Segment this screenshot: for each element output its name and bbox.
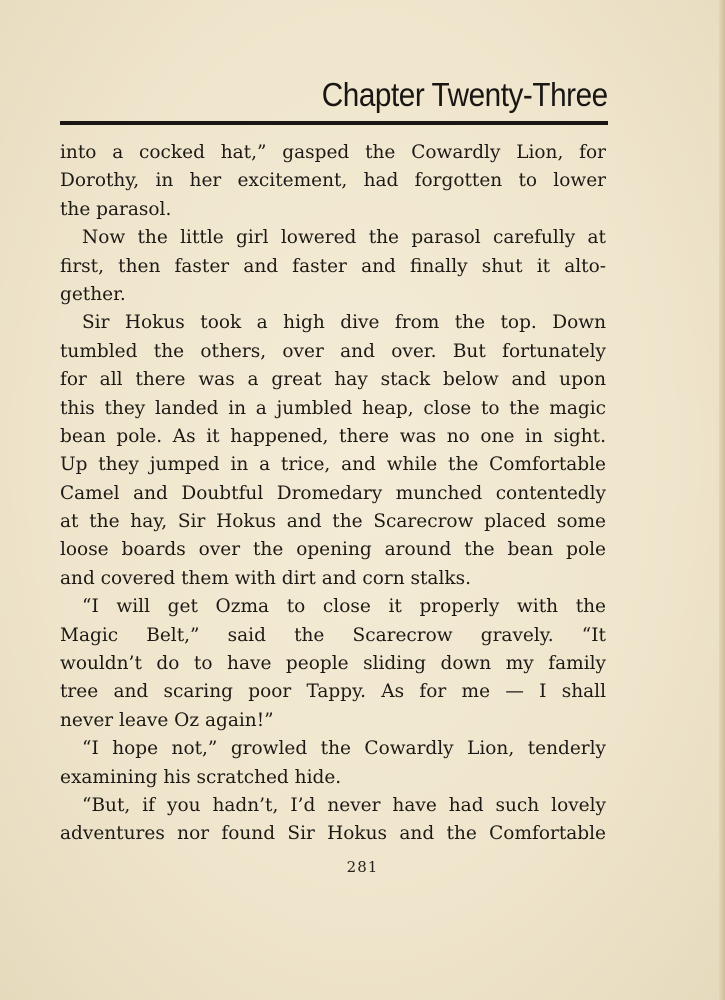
text-line: bean pole. As it happened, there was no one in sight. bbox=[60, 425, 606, 447]
text-line: Sir Hokus took a high dive from the top. Down bbox=[82, 312, 606, 334]
page-number: 281 bbox=[346, 858, 379, 876]
text-line: at the hay, Sir Hokus and the Scarecrow placed some bbox=[60, 511, 606, 533]
text-line: Magic Belt,” said the Scarecrow gravely. “It bbox=[60, 624, 606, 646]
text-line: Up they jumped in a trice, and while the Comfortable bbox=[60, 454, 606, 476]
running-header bbox=[60, 72, 608, 122]
body-text bbox=[60, 139, 606, 849]
text-line: the parasol. bbox=[60, 198, 172, 220]
chapter-title: Chapter Twenty-Three bbox=[322, 76, 608, 113]
text-line: “I hope not,” growled the Cowardly Lion, tenderly bbox=[82, 738, 606, 760]
text-line: wouldn’t do to have people sliding down my family bbox=[60, 653, 606, 675]
text-line: into a cocked hat,” gasped the Cowardly Lion, for bbox=[60, 142, 606, 163]
text-line: and covered them with dirt and corn stalks. bbox=[60, 567, 471, 589]
header-rule bbox=[60, 121, 608, 125]
text-line: “But, if you hadn’t, I’d never have had such lovely bbox=[82, 794, 606, 816]
text-line: examining his scratched hide. bbox=[60, 766, 342, 788]
text-line: Dorothy, in her excitement, had forgotten to lower bbox=[60, 170, 606, 192]
text-line: Camel and Doubtful Dromedary munched contentedly bbox=[60, 482, 606, 504]
text-line: “I will get Ozma to close it properly with the bbox=[82, 596, 606, 618]
text-line: gether. bbox=[60, 283, 126, 305]
text-line: tree and scaring poor Tappy. As for me — I shall bbox=[60, 681, 606, 703]
text-line: Now the little girl lowered the parasol carefully at bbox=[82, 227, 606, 249]
text-line: never leave Oz again!” bbox=[60, 709, 274, 731]
page-edge bbox=[719, 0, 725, 1000]
text-line: adventures nor found Sir Hokus and the Comfortable bbox=[60, 823, 606, 845]
text-line: first, then faster and faster and finally shut it alto- bbox=[60, 255, 606, 277]
text-line: this they landed in a jumbled heap, close to the magic bbox=[60, 397, 606, 419]
text-line: for all there was a great hay stack below and upon bbox=[60, 369, 606, 391]
text-line: loose boards over the opening around the bean pole bbox=[60, 539, 606, 561]
text-line: tumbled the others, over and over. But fortunately bbox=[60, 340, 606, 362]
